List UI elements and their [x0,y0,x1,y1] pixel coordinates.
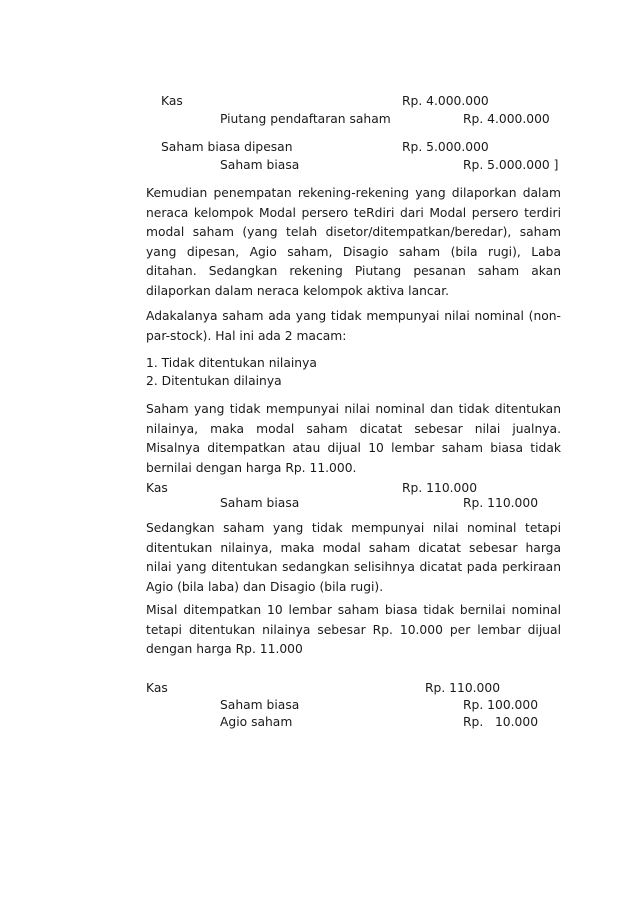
journal-debit-account: Saham biasa dipesan [161,140,293,154]
journal-credit-amount: Rp. 10.000 [463,715,539,729]
paragraph: Kemudian penempatan rekening-rekening yang dilaporkan dalam neraca kelompok Modal persero teRdiri dari Modal persero terdiri modal saham (yang telah disetor/ditempatkan/beredar), saham yang dipesan, Agio saham, Disagio saham (bila rugi), Laba ditahan. Sedangkan rekening Piutang pesanan saham akan dilaporkan dalam neraca kelompok aktiva lancar. [146,186,561,298]
paragraph: Sedangkan saham yang tidak mempunyai nilai nominal tetapi ditentukan nilainya, maka modal saham dicatat sebesar harga nilai yang ditentukan sedangkan selisihnya dicatat pada perkiraan Agio (bila laba) dan Disagio (bila rugi). [146,521,561,594]
journal-credit-amount: Rp. 110.000 [463,496,539,510]
journal-debit-amount: Rp. 4.000.000 [402,94,489,108]
journal-credit-account: Saham biasa [220,496,300,510]
journal-debit-account: Kas [161,94,183,108]
paragraph: Adakalanya saham ada yang tidak mempunyai nilai nominal (non-par-stock). Hal ini ada 2 macam: [146,309,561,343]
journal-credit-account: Agio saham [220,715,293,729]
journal-credit-account: Saham biasa [220,158,300,172]
paragraph: Misal ditempatkan 10 lembar saham biasa tidak bernilai nominal tetapi ditentukan nilainya sebesar Rp. 10.000 per lembar dijual dengan harga Rp. 11.000 [146,603,561,656]
journal-credit-account: Piutang pendaftaran saham [220,112,391,126]
journal-debit-account: Kas [146,681,168,695]
journal-credit-account: Saham biasa [220,698,300,712]
journal-debit-amount: Rp. 110.000 [425,681,501,695]
journal-credit-amount: Rp. 100.000 [463,698,539,712]
numbered-list [146,355,317,390]
journal-credit-amount: Rp. 5.000.000 ] [463,158,559,172]
journal-credit-amount: Rp. 4.000.000 [463,112,550,126]
journal-debit-amount: Rp. 110.000 [402,481,478,495]
paragraph: Saham yang tidak mempunyai nilai nominal dan tidak ditentukan nilainya, maka modal saham dicatat sebesar nilai jualnya. Misalnya ditempatkan atau dijual 10 lembar saham biasa tidak bernilai dengan harga Rp. 11.000. [146,402,561,475]
list-item: 1. Tidak ditentukan nilainya [146,356,317,370]
journal-debit-amount: Rp. 5.000.000 [402,140,489,154]
journal-debit-account: Kas [146,481,168,495]
list-item: 2. Ditentukan dilainya [146,373,282,388]
